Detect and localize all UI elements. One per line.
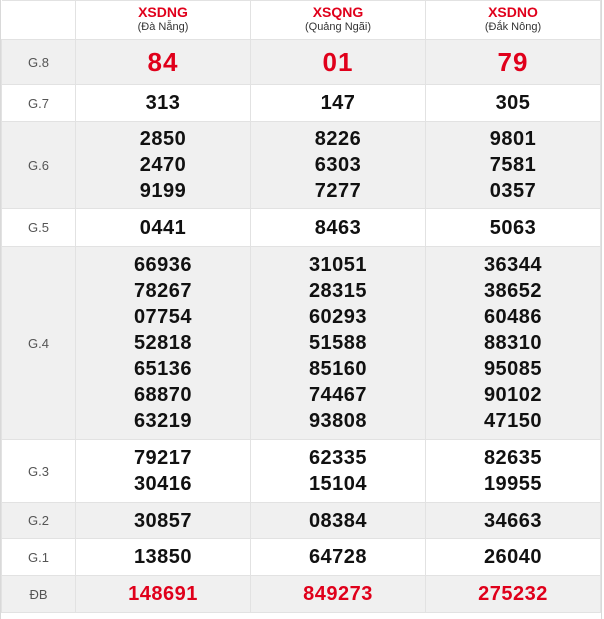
result-number: 62335 xyxy=(308,447,368,469)
province-header-da-nang xyxy=(76,1,251,40)
province-name: (Đắk Nông) xyxy=(484,20,542,33)
result-cell xyxy=(76,539,251,576)
result-number: 65136 xyxy=(133,358,193,380)
result-number: 60486 xyxy=(483,306,543,328)
result-cell xyxy=(76,247,251,440)
result-cell xyxy=(251,576,426,613)
prize-label: G.4 xyxy=(2,247,76,440)
result-number: 8226 xyxy=(314,128,362,150)
province-code-link[interactable]: XSDNG xyxy=(138,3,188,20)
result-number: 30416 xyxy=(133,473,193,495)
special-prize-number: 849273 xyxy=(303,583,373,605)
prize-label: ĐB xyxy=(2,576,76,613)
result-number: 0441 xyxy=(139,216,187,239)
prize-row-g6 xyxy=(2,122,601,209)
result-number: 147 xyxy=(320,92,356,114)
result-cell xyxy=(426,122,601,209)
result-cell xyxy=(251,503,426,539)
result-number: 26040 xyxy=(483,546,543,568)
result-number: 47150 xyxy=(483,410,543,432)
result-number: 79217 xyxy=(133,447,193,469)
result-cell xyxy=(426,247,601,440)
prize-row-special xyxy=(2,576,601,613)
result-number: 6303 xyxy=(314,154,362,176)
result-number: 2470 xyxy=(139,154,187,176)
prize-label: G.1 xyxy=(2,539,76,576)
result-number: 36344 xyxy=(483,254,543,276)
result-number: 30857 xyxy=(133,509,193,532)
special-prize-number: 148691 xyxy=(128,583,198,605)
result-number: 28315 xyxy=(308,280,368,302)
result-number: 0357 xyxy=(489,180,537,202)
result-number: 51588 xyxy=(308,332,368,354)
province-code-link[interactable]: XSQNG xyxy=(312,3,364,20)
result-number: 08384 xyxy=(308,509,368,532)
result-number: 63219 xyxy=(133,410,193,432)
prize-label: G.6 xyxy=(2,122,76,209)
result-cell xyxy=(251,122,426,209)
result-cell xyxy=(251,440,426,503)
prize-label: G.7 xyxy=(2,85,76,122)
result-number: 7581 xyxy=(489,154,537,176)
province-name: (Đà Nẵng) xyxy=(137,20,189,33)
result-cell xyxy=(426,503,601,539)
province-name: (Quảng Ngãi) xyxy=(304,20,372,33)
result-number: 64728 xyxy=(308,546,368,568)
result-number: 15104 xyxy=(308,473,368,495)
result-number: 01 xyxy=(322,47,354,77)
result-number: 9199 xyxy=(139,180,187,202)
result-cell xyxy=(251,85,426,122)
result-cell xyxy=(76,209,251,247)
result-number: 90102 xyxy=(483,384,543,406)
prize-row-g7 xyxy=(2,85,601,122)
result-number: 52818 xyxy=(133,332,193,354)
prize-row-g5 xyxy=(2,209,601,247)
result-number: 84 xyxy=(147,47,179,77)
result-number: 34663 xyxy=(483,509,543,532)
result-cell xyxy=(251,247,426,440)
result-cell xyxy=(251,539,426,576)
result-number: 313 xyxy=(145,92,181,114)
prize-row-g1 xyxy=(2,539,601,576)
result-cell xyxy=(426,40,601,85)
result-number: 2850 xyxy=(139,128,187,150)
result-cell xyxy=(76,122,251,209)
result-cell xyxy=(251,209,426,247)
province-header-row xyxy=(2,1,601,40)
result-number: 19955 xyxy=(483,473,543,495)
result-number: 66936 xyxy=(133,254,193,276)
prize-label: G.3 xyxy=(2,440,76,503)
result-cell xyxy=(251,40,426,85)
result-cell xyxy=(76,576,251,613)
prize-row-g4 xyxy=(2,247,601,440)
province-header-dak-nong xyxy=(426,1,601,40)
result-number: 85160 xyxy=(308,358,368,380)
result-number: 60293 xyxy=(308,306,368,328)
result-cell xyxy=(426,440,601,503)
prize-row-g3 xyxy=(2,440,601,503)
result-cell xyxy=(426,576,601,613)
result-number: 9801 xyxy=(489,128,537,150)
result-cell xyxy=(426,539,601,576)
special-prize-number: 275232 xyxy=(478,583,548,605)
result-cell xyxy=(426,209,601,247)
result-number: 74467 xyxy=(308,384,368,406)
result-number: 78267 xyxy=(133,280,193,302)
result-number: 82635 xyxy=(483,447,543,469)
result-number: 93808 xyxy=(308,410,368,432)
lottery-results-table xyxy=(1,0,601,613)
prize-label: G.5 xyxy=(2,209,76,247)
prize-label: G.2 xyxy=(2,503,76,539)
prize-label: G.8 xyxy=(2,40,76,85)
result-cell xyxy=(76,40,251,85)
result-cell xyxy=(76,85,251,122)
result-number: 95085 xyxy=(483,358,543,380)
result-cell xyxy=(426,85,601,122)
result-number: 31051 xyxy=(308,254,368,276)
result-number: 88310 xyxy=(483,332,543,354)
result-number: 68870 xyxy=(133,384,193,406)
result-number: 8463 xyxy=(314,216,362,239)
result-number: 79 xyxy=(497,47,529,77)
prize-row-g8 xyxy=(2,40,601,85)
result-number: 38652 xyxy=(483,280,543,302)
result-number: 07754 xyxy=(133,306,193,328)
prize-row-g2 xyxy=(2,503,601,539)
result-number: 7277 xyxy=(314,180,362,202)
result-cell xyxy=(76,503,251,539)
province-header-quang-ngai xyxy=(251,1,426,40)
header-blank-cell xyxy=(2,1,76,40)
result-cell xyxy=(76,440,251,503)
result-number: 305 xyxy=(495,92,531,114)
result-number: 13850 xyxy=(133,546,193,568)
result-number: 5063 xyxy=(489,216,537,239)
province-code-link[interactable]: XSDNO xyxy=(488,3,538,20)
